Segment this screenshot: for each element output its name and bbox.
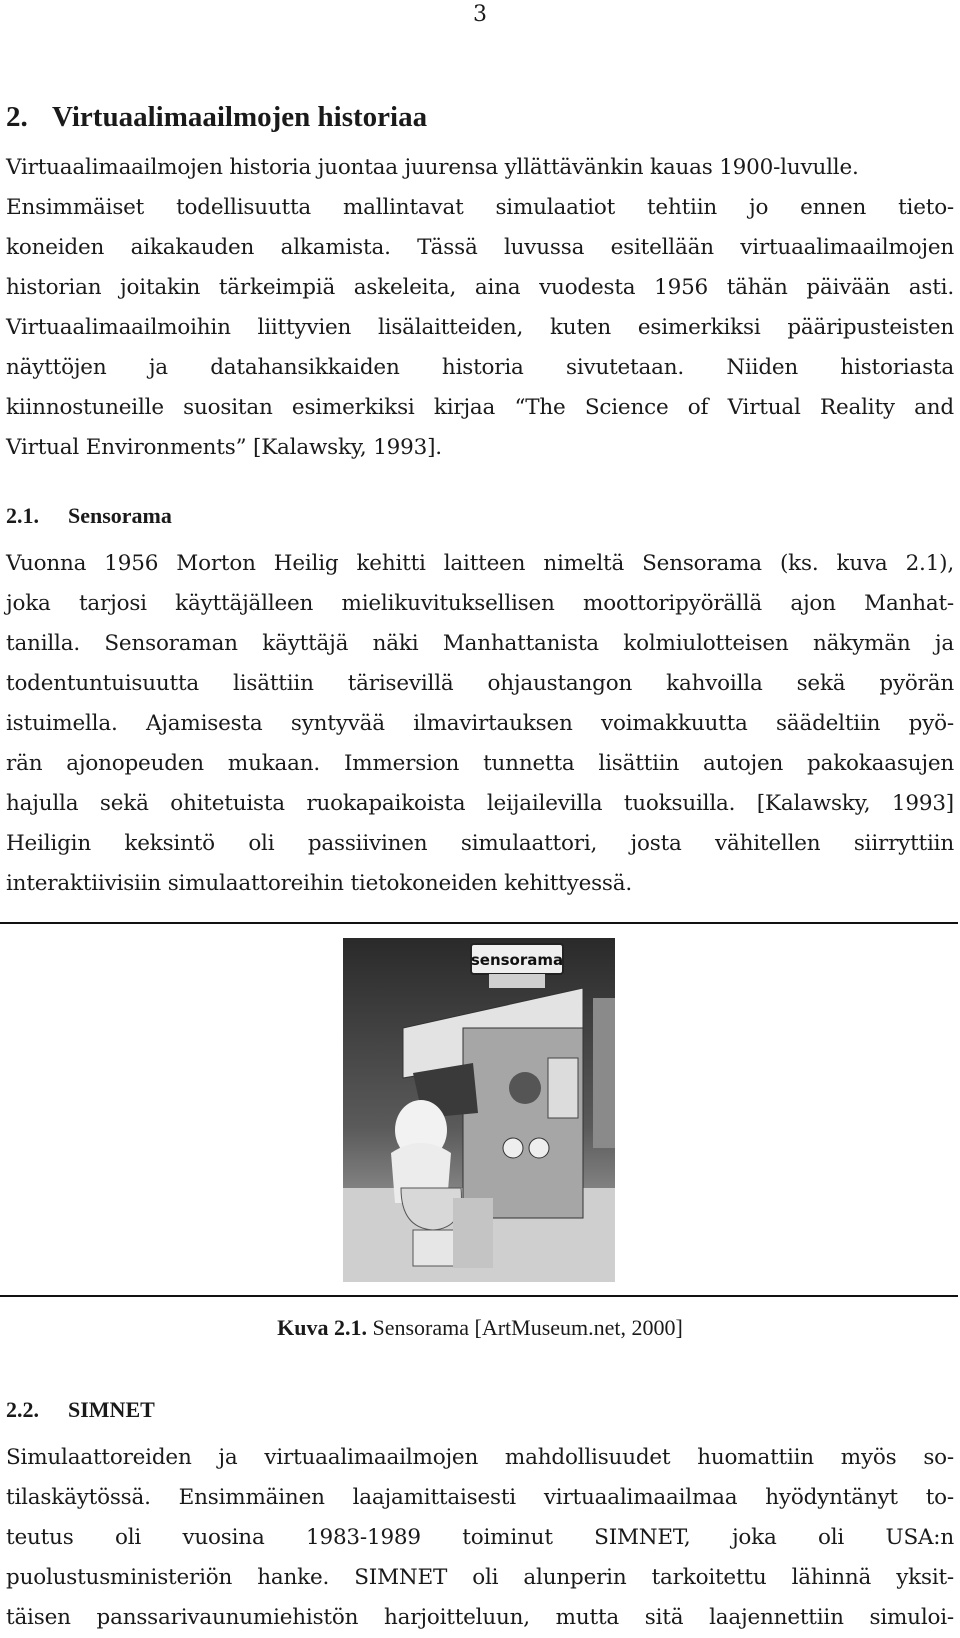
text-line: Ensimmäiset todellisuutta mallintavat simulaatiot tehtiin jo ennen tieto-	[6, 195, 954, 220]
section-heading-2	[6, 100, 427, 134]
text-line: interaktiivisiin simulaattoreihin tietokoneiden kehittyessä.	[6, 871, 633, 896]
text-line: Virtual Environments” [Kalawsky, 1993].	[6, 435, 442, 460]
figure-bottom-rule	[0, 1295, 958, 1297]
text-line: joka tarjosi käyttäjälleen mielikuvituksellisen moottoripyörällä ajon Manhat-	[6, 591, 954, 616]
section-title: Sensorama	[68, 503, 172, 528]
sensorama-sign-text: sensorama	[470, 951, 564, 969]
caption-text: Sensorama [ArtMuseum.net, 2000]	[366, 1315, 683, 1340]
sensorama-photo	[343, 938, 615, 1282]
text-line: koneiden aikakauden alkamista. Tässä luvussa esitellään virtuaalimaailmojen	[6, 235, 954, 260]
section-title: Virtuaalimaailmojen historiaa	[52, 101, 428, 133]
section-number: 2.	[6, 101, 28, 133]
text-line: rän ajonopeuden mukaan. Immersion tunnetta lisättiin autojen pakokaasujen	[6, 751, 954, 776]
text-line: Virtuaalimaailmoihin liittyvien lisälaitteiden, kuten esimerkiksi pääripusteisten	[6, 315, 954, 340]
text-line: todentuntuisuutta lisättiin tärisevillä ohjaustangon kahvoilla sekä pyörän	[6, 671, 954, 696]
text-line: näyttöjen ja datahansikkaiden historia sivutetaan. Niiden historiasta	[6, 355, 954, 380]
text-line: Virtuaalimaailmojen historia juontaa juurensa yllättävänkin kauas 1900-luvulle.	[6, 155, 859, 180]
text-line: hajulla sekä ohitetuista ruokapaikoista leijailevilla tuoksuilla. [Kalawsky, 1993]	[6, 791, 954, 816]
text-line: kiinnostuneille suositan esimerkiksi kirjaa “The Science of Virtual Reality and	[6, 395, 954, 420]
paragraph-simnet	[6, 1438, 954, 1638]
text-line: istuimella. Ajamisesta syntyvää ilmavirtauksen voimakkuutta säädeltiin pyö-	[6, 711, 954, 736]
page-number: 3	[473, 2, 487, 27]
text-line: tilaskäytössä. Ensimmäinen laajamittaisesti virtuaalimaailmaa hyödyntänyt to-	[6, 1485, 954, 1510]
section-title: SIMNET	[68, 1397, 155, 1422]
figure-top-rule	[0, 922, 958, 924]
section-number: 2.2.	[6, 1397, 39, 1422]
text-line: täisen panssarivaunumiehistön harjoitteluun, mutta sitä laajennettiin simuloi-	[6, 1605, 954, 1630]
text-line: puolustusministeriön hanke. SIMNET oli alunperin tarkoitettu lähinnä yksit-	[6, 1565, 954, 1590]
text-line: Simulaattoreiden ja virtuaalimaailmojen mahdollisuudet huomattiin myös so-	[6, 1445, 954, 1470]
paragraph-sensorama	[6, 544, 954, 904]
section-heading-2-2	[6, 1396, 155, 1424]
text-line: Heiligin keksintö oli passiivinen simulaattori, josta vähitellen siirryttiin	[6, 831, 954, 856]
text-line: historian joitakin tärkeimpiä askeleita, aina vuodesta 1956 tähän päivään asti.	[6, 275, 954, 300]
text-line: teutus oli vuosina 1983-1989 toiminut SIMNET, joka oli USA:n	[6, 1525, 954, 1550]
section-heading-2-1	[6, 502, 172, 530]
paragraph-history-intro	[6, 148, 954, 468]
figure-caption	[0, 1314, 960, 1342]
section-number: 2.1.	[6, 503, 39, 528]
text-line: Vuonna 1956 Morton Heilig kehitti laitteen nimeltä Sensorama (ks. kuva 2.1),	[6, 551, 954, 576]
caption-label: Kuva 2.1.	[277, 1315, 367, 1340]
text-line: tanilla. Sensoraman käyttäjä näki Manhattanista kolmiulotteisen näkymän ja	[6, 631, 954, 656]
